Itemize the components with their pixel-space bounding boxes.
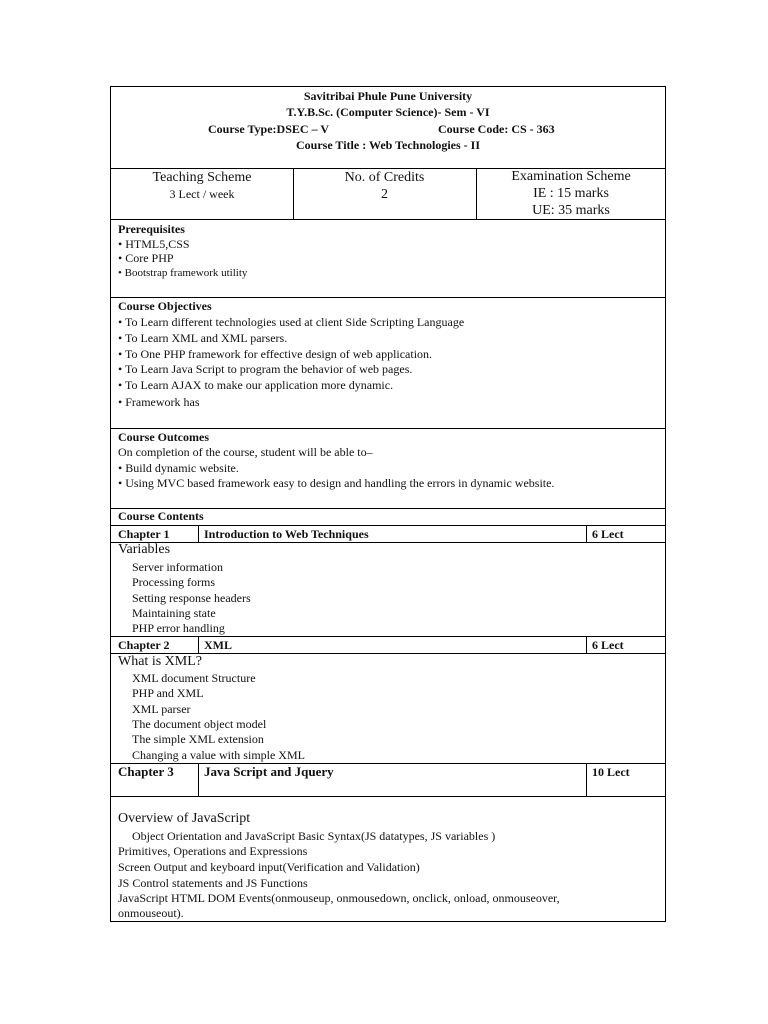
list-item: XML document Structure	[132, 671, 256, 685]
divider	[198, 763, 199, 796]
list-item: PHP and XML	[132, 686, 204, 700]
credits-title: No. of Credits	[344, 170, 425, 185]
divider	[198, 525, 199, 542]
list-item: Processing forms	[132, 575, 215, 589]
list-item: The document object model	[132, 717, 267, 731]
list-item: • Core PHP	[118, 251, 174, 265]
chapter-1-lect: 6 Lect	[592, 527, 624, 541]
chapter-2-topic: What is XML?	[118, 654, 202, 669]
list-item: onmouseout).	[118, 906, 184, 920]
divider	[111, 796, 665, 797]
list-item: Changing a value with simple XML	[132, 748, 305, 762]
divider	[586, 525, 587, 542]
list-item: JS Control statements and JS Functions	[118, 876, 308, 890]
chapter-3-label: Chapter 3	[118, 764, 174, 779]
list-item: The simple XML extension	[132, 732, 264, 746]
exam-ie: IE : 15 marks	[533, 186, 609, 201]
chapter-1-label: Chapter 1	[118, 527, 170, 541]
chapter-1-topic: Variables	[118, 542, 171, 557]
list-item: • To One PHP framework for effective design of web application.	[118, 347, 433, 361]
chapter-2-label: Chapter 2	[118, 638, 170, 652]
contents-title: Course Contents	[118, 509, 204, 523]
chapter-2-name: XML	[204, 638, 232, 652]
list-item: • To Learn XML and XML parsers.	[118, 331, 288, 345]
list-item: Screen Output and keyboard input(Verification and Validation)	[118, 860, 420, 874]
list-item: • To Learn Java Script to program the behavior of web pages.	[118, 362, 413, 376]
list-item: • HTML5,CSS	[118, 237, 190, 251]
program-title: T.Y.B.Sc. (Computer Science)- Sem - VI	[286, 105, 490, 119]
chapter-3-lect: 10 Lect	[592, 765, 630, 779]
divider	[111, 763, 665, 764]
chapter-3-name: Java Script and Jquery	[204, 764, 334, 779]
teaching-scheme-title: Teaching Scheme	[152, 170, 252, 185]
list-item: Object Orientation and JavaScript Basic Syntax(JS datatypes, JS variables )	[132, 829, 496, 843]
list-item: • Build dynamic website.	[118, 461, 239, 475]
list-item: • Using MVC based framework easy to design and handling the errors in dynamic website.	[118, 476, 555, 490]
list-item: Server information	[132, 560, 223, 574]
chapter-2-lect: 6 Lect	[592, 638, 624, 652]
divider	[111, 219, 665, 220]
syllabus-table	[110, 86, 666, 922]
prerequisites-title: Prerequisites	[118, 222, 185, 236]
divider	[111, 542, 665, 543]
chapter-3-topic: Overview of JavaScript	[118, 811, 251, 826]
divider	[111, 636, 665, 637]
divider	[586, 636, 587, 653]
list-item: Setting response headers	[132, 591, 251, 605]
exam-ue: UE: 35 marks	[532, 203, 610, 218]
objectives-title: Course Objectives	[118, 299, 212, 313]
list-item: Primitives, Operations and Expressions	[118, 844, 308, 858]
credits-value: 2	[381, 187, 388, 202]
exam-scheme-title: Examination Scheme	[511, 169, 631, 184]
list-item: • To Learn AJAX to make our application more dynamic.	[118, 378, 394, 392]
list-item: • To Learn different technologies used at client Side Scripting Language	[118, 315, 465, 329]
divider	[111, 525, 665, 526]
teaching-scheme-value: 3 Lect / week	[169, 187, 235, 201]
list-item: • Framework has	[118, 395, 200, 409]
list-item: • Bootstrap framework utility	[118, 267, 248, 279]
list-item: PHP error handling	[132, 621, 225, 635]
list-item: Maintaining state	[132, 606, 216, 620]
list-item: JavaScript HTML DOM Events(onmouseup, onmousedown, onclick, onload, onmouseover,	[118, 891, 560, 905]
outcomes-intro: On completion of the course, student will be able to–	[118, 445, 373, 459]
list-item: XML parser	[132, 702, 191, 716]
course-title: Course Title : Web Technologies - II	[295, 138, 481, 152]
university-name: Savitribai Phule Pune University	[303, 89, 473, 103]
outcomes-title: Course Outcomes	[118, 430, 209, 444]
chapter-1-name: Introduction to Web Techniques	[204, 527, 369, 541]
divider	[586, 763, 587, 796]
course-code: Course Code: CS - 363	[438, 122, 555, 136]
divider	[198, 636, 199, 653]
course-type: Course Type:DSEC – V	[208, 122, 330, 136]
